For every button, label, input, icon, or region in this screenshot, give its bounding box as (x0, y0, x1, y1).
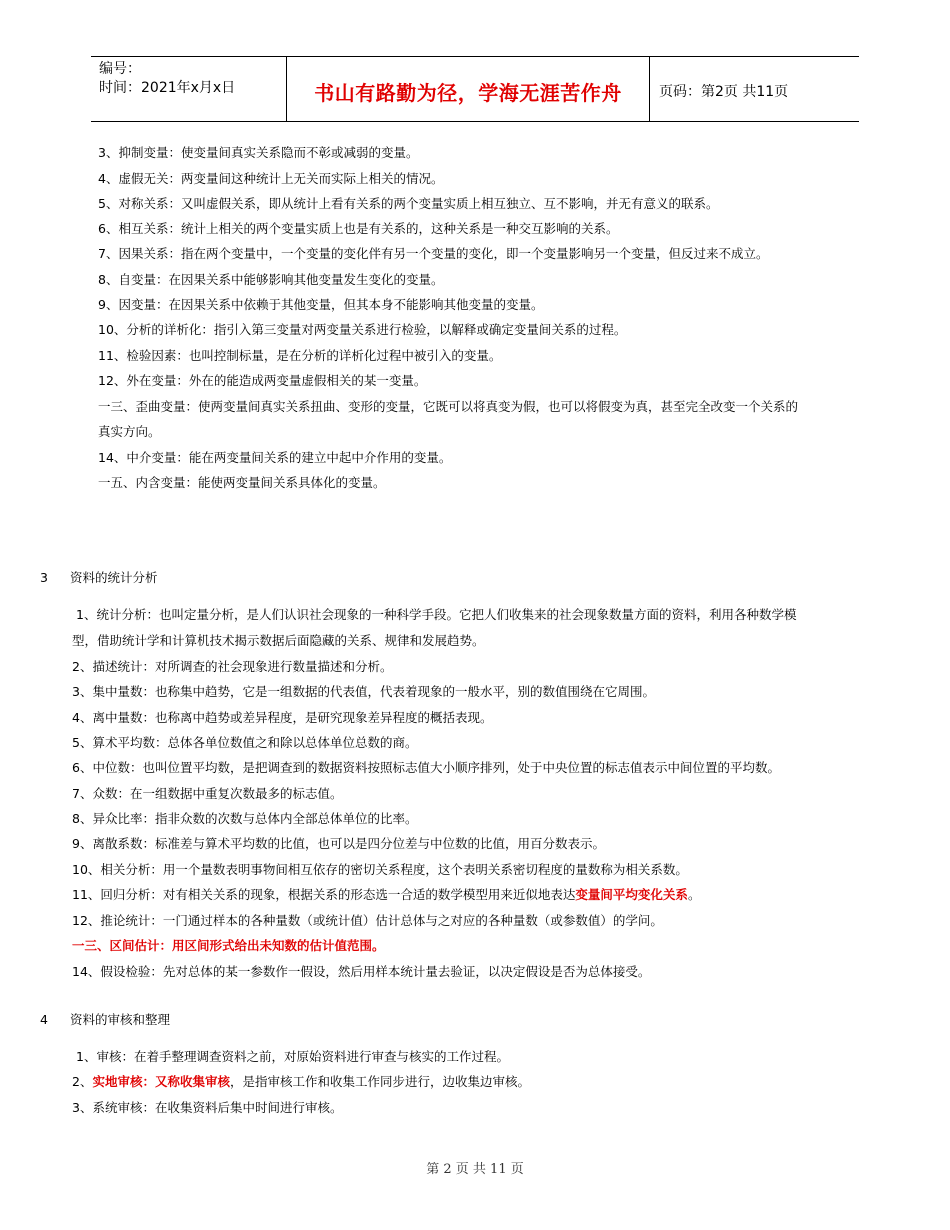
list-item: 9、因变量：在因果关系中依赖于其他变量，但其本身不能影响其他变量的变量。 (98, 297, 544, 312)
list-item: 6、相互关系：统计上相关的两个变量实质上也是有关系的，这种关系是一种交互影响的关系。 (98, 221, 619, 236)
list-item (72, 887, 700, 903)
header-divider (649, 57, 650, 121)
list-item: 6、中位数：也叫位置平均数，是把调查到的数据资料按照标志值大小顺序排列，处于中央位置的标志值表示中间位置的平均数。 (72, 760, 780, 775)
section-number: 4 (40, 1012, 48, 1027)
item-text: 。 (687, 887, 701, 902)
list-item: 7、众数：在一组数据中重复次数最多的标志值。 (72, 786, 343, 801)
item-text: 2、 (72, 1074, 93, 1089)
section-title: 资料的审核和整理 (70, 1012, 171, 1027)
time-text: 时间：2021年x月x日 (99, 80, 236, 96)
list-item: 12、推论统计：一门通过样本的各种量数（或统计值）估计总体与之对应的各种量数（或参数值）的学问。 (72, 913, 663, 928)
section-heading (40, 570, 158, 586)
list-item: 8、自变量：在因果关系中能够影响其他变量发生变化的变量。 (98, 272, 444, 287)
list-item: 10、分析的详析化：指引入第三变量对两变量关系进行检验，以解释或确定变量间关系的过程。 (98, 322, 627, 337)
highlighted-text: 区间估计：用区间形式给出未知数的估计值范围。 (109, 938, 385, 953)
list-item: 1、审核：在着手整理调查资料之前，对原始资料进行审查与核实的工作过程。 (76, 1049, 509, 1064)
list-item: 10、相关分析：用一个量数表明事物间相互依存的密切关系程度，这个表明关系密切程度的量数称为相关系数。 (72, 862, 688, 877)
list-item: 9、离散系数：标准差与算术平均数的比值，也可以是四分位差与中位数的比值，用百分数表示。 (72, 836, 605, 851)
list-item: 5、算术平均数：总体各单位数值之和除以总体单位总数的商。 (72, 735, 418, 750)
list-item: 8、异众比率：指非众数的次数与总体内全部总体单位的比率。 (72, 811, 418, 826)
list-item (72, 1074, 530, 1090)
highlighted-text: 实地审核：又称收集审核 (92, 1074, 230, 1089)
list-item-continuation: 型，借助统计学和计算机技术揭示数据后面隐藏的关系、规律和发展趋势。 (72, 633, 485, 648)
list-item: 一五、内含变量：能使两变量间关系具体化的变量。 (98, 475, 386, 490)
list-item: 3、系统审核：在收集资料后集中时间进行审核。 (72, 1100, 343, 1115)
list-item: 7、因果关系：指在两个变量中，一个变量的变化伴有另一个变量的变化，即一个变量影响另一个变量，但反过来不成立。 (98, 246, 769, 261)
serial-label: 编号： (99, 61, 141, 77)
item-text: 11、回归分析：对有相关关系的现象，根据关系的形态选一合适的数学模型用来近似地表达 (72, 887, 576, 902)
list-item: 12、外在变量：外在的能造成两变量虚假相关的某一变量。 (98, 373, 427, 388)
header-page-number: 页码：第2页 共11页 (659, 84, 789, 100)
section-title: 资料的统计分析 (70, 570, 158, 585)
list-item: 5、对称关系：又叫虚假关系，即从统计上看有关系的两个变量实质上相互独立、互不影响，并无有意义的联系。 (98, 196, 719, 211)
item-prefix: 一三、 (72, 938, 110, 953)
list-item: 1、统计分析：也叫定量分析，是人们认识社会现象的一种科学手段。它把人们收集来的社会现象数量方面的资料，利用各种数学模 (76, 607, 797, 622)
highlighted-text: 变量间平均变化关系 (575, 887, 688, 902)
page-header (91, 56, 859, 122)
header-motto: 书山有路勤为径，学海无涯苦作舟 (314, 81, 622, 105)
list-item: 14、假设检验：先对总体的某一参数作一假设，然后用样本统计量去验证，以决定假设是否为总体接受。 (72, 964, 651, 979)
list-item: 4、离中量数：也称离中趋势或差异程度，是研究现象差异程度的概括表现。 (72, 710, 493, 725)
page-footer: 第 2 页 共 11 页 (426, 1162, 524, 1177)
list-item: 3、集中量数：也称集中趋势，它是一组数据的代表值，代表着现象的一般水平，别的数值围绕在它周围。 (72, 684, 655, 699)
list-item-continuation: 真实方向。 (98, 424, 161, 439)
header-meta (99, 60, 235, 98)
section-heading (40, 1012, 170, 1028)
list-item: 2、描述统计：对所调查的社会现象进行数量描述和分析。 (72, 659, 393, 674)
list-item: 4、虚假无关：两变量间这种统计上无关而实际上相关的情况。 (98, 171, 444, 186)
list-item: 3、抑制变量：使变量间真实关系隐而不彰或减弱的变量。 (98, 145, 419, 160)
item-text: ，是指审核工作和收集工作同步进行，边收集边审核。 (229, 1074, 530, 1089)
list-item (72, 938, 385, 954)
list-item: 一三、歪曲变量：使两变量间真实关系扭曲、变形的变量，它既可以将真变为假，也可以将假变为真，甚至完全改变一个关系的 (98, 399, 799, 414)
list-item: 11、检验因素：也叫控制标量，是在分析的详析化过程中被引入的变量。 (98, 348, 502, 363)
list-item: 14、中介变量：能在两变量间关系的建立中起中介作用的变量。 (98, 450, 452, 465)
section-number: 3 (40, 570, 48, 585)
